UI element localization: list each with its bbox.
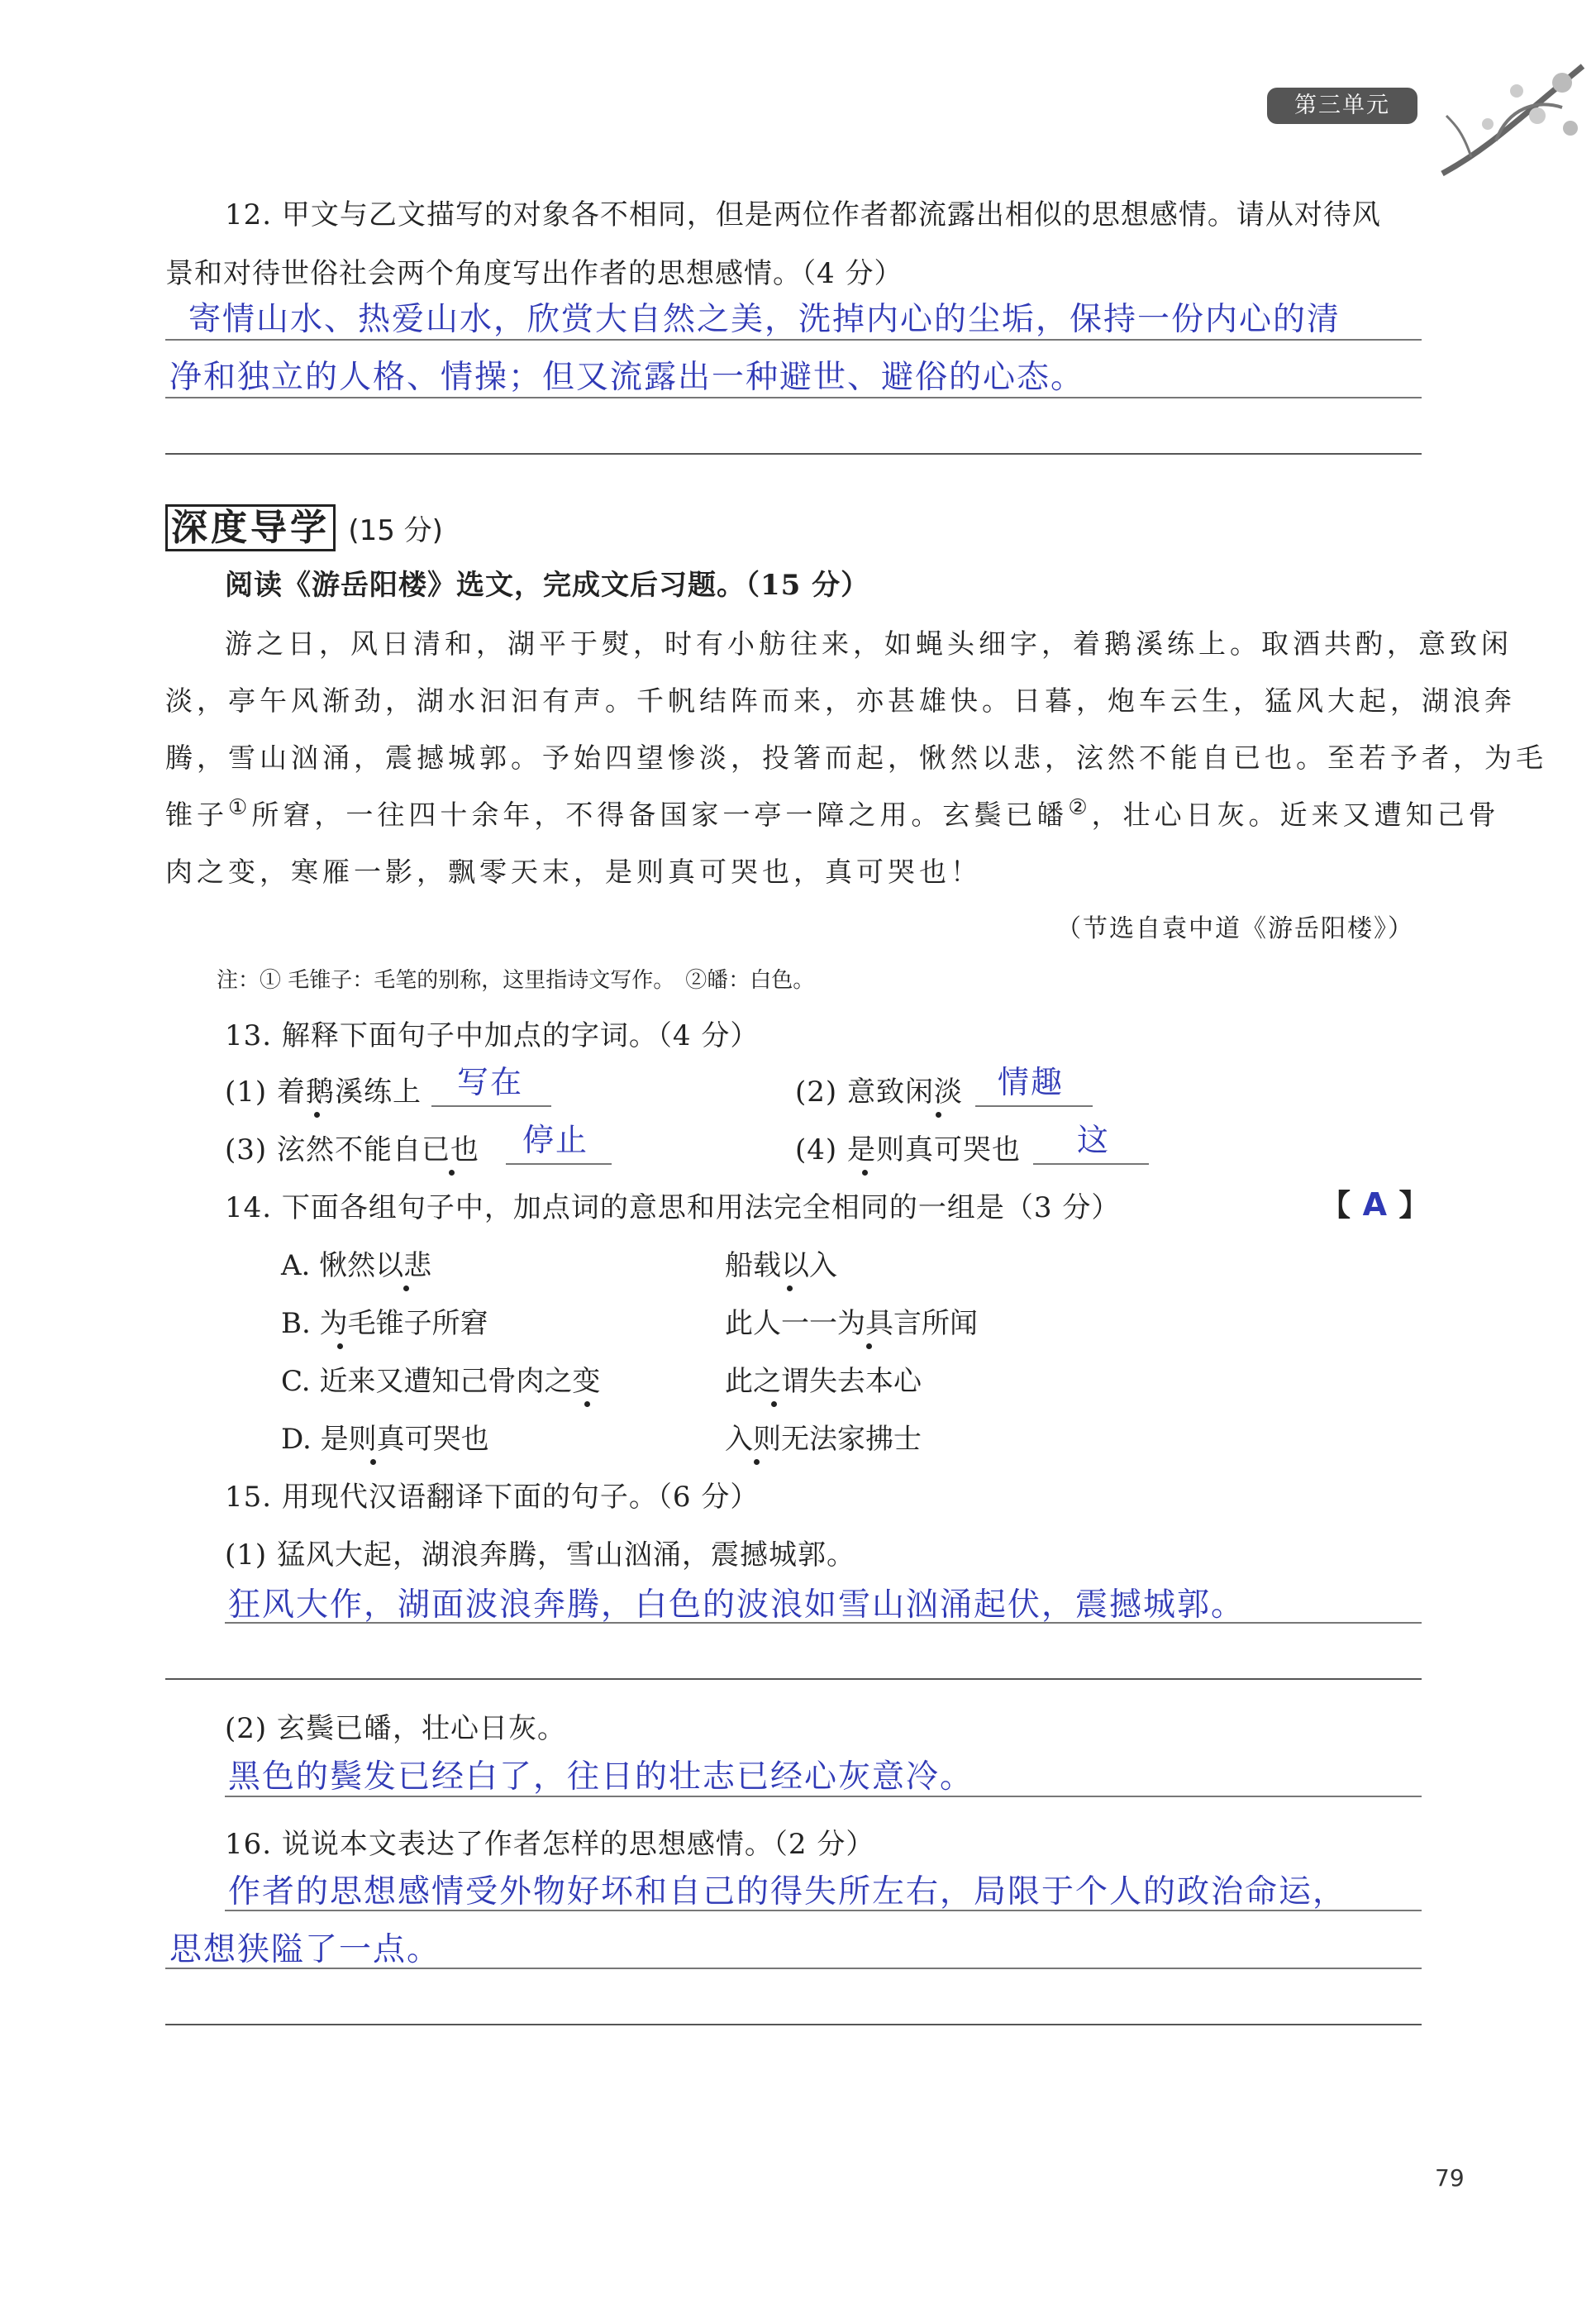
option-left: 愀然以悲	[319, 1249, 432, 1282]
option-label: B.	[281, 1307, 311, 1340]
passage-line-5: 肉之变，寒雁一影，飘零天末，是则真可哭也，真可哭也！	[165, 856, 982, 888]
answer-line	[225, 1910, 1422, 1911]
q13-item-2: (2) 意致闲淡	[795, 1076, 963, 1109]
answer-line	[225, 1622, 1422, 1624]
option-label: D.	[281, 1423, 312, 1456]
passage-text: 所窘，一往四十余年，不得备国家一亭一障之用。玄鬓已皤	[251, 799, 1069, 831]
q14-answer-bracket	[1321, 1182, 1430, 1224]
q14-option-c-right: 此之谓失去本心	[725, 1365, 922, 1398]
q14-option-d-right: 入则无法家拂士	[725, 1423, 922, 1456]
passage-line-1: 游之日，风日清和，湖平于熨，时有小舫往来，如蝇头细字，着鹅溪练上。取酒共酌，意致闲	[225, 627, 1513, 660]
q15-answer-2: 黑色的鬓发已经白了，往日的壮志已经心灰意冷。	[228, 1758, 974, 1796]
passage-notes: 注：① 毛锥子：毛笔的别称，这里指诗文写作。 ②皤：白色。	[217, 968, 815, 993]
q16-text: 16. 说说本文表达了作者怎样的思想感情。（2 分）	[225, 1828, 875, 1861]
q13-answer-2: 情趣	[998, 1064, 1065, 1100]
emphasis-dot	[337, 1343, 343, 1349]
reading-instruction: 阅读《游岳阳楼》选文，完成文后习题。（15 分）	[225, 569, 870, 602]
q12-answer-line2: 净和独立的人格、情操；但又流露出一种避世、避俗的心态。	[169, 359, 1085, 396]
answer-line	[506, 1163, 612, 1165]
unit-badge: 第三单元	[1267, 88, 1417, 124]
footnote-mark-2: ②	[1068, 795, 1092, 820]
q14-option-d	[281, 1416, 489, 1457]
answer-line	[431, 1105, 551, 1107]
q14-option-b	[281, 1300, 488, 1341]
q13-answer-3: 停止	[522, 1122, 589, 1158]
plum-branch-icon	[1438, 50, 1587, 207]
blank-line	[165, 453, 1422, 455]
answer-line	[165, 397, 1422, 398]
emphasis-dot	[754, 1459, 760, 1465]
q14-option-c	[281, 1358, 600, 1399]
emphasis-dot	[584, 1401, 590, 1407]
q13-item-1: (1) 着鹅溪练上	[225, 1076, 422, 1109]
section-title	[165, 498, 443, 551]
emphasis-dot	[403, 1286, 409, 1291]
option-label: A.	[281, 1249, 311, 1282]
page-number: 79	[1435, 2164, 1465, 2192]
q16-answer-line2: 思想狭隘了一点。	[169, 1931, 441, 1968]
answer-line	[165, 339, 1422, 341]
blank-line	[165, 1678, 1422, 1680]
passage-line-4	[165, 794, 1500, 832]
option-label: C.	[281, 1365, 311, 1398]
blank-line	[165, 2024, 1422, 2025]
q13-item-4: (4) 是则真可哭也	[795, 1133, 1021, 1166]
footnote-mark-1: ①	[228, 795, 252, 820]
emphasis-dot	[449, 1170, 455, 1176]
section-score: (15 分)	[348, 514, 443, 547]
q14-option-a-right: 船载以入	[725, 1249, 837, 1282]
q12-answer-line1: 寄情山水、热爱山水，欣赏大自然之美，洗掉内心的尘垢，保持一份内心的清	[188, 301, 1341, 338]
bracket-close: 】	[1398, 1188, 1430, 1223]
answer-line	[165, 1968, 1422, 1969]
passage-line-3: 腾，雪山汹涌，震撼城郭。予始四望惨淡，投箸而起，愀然以悲，泫然不能自已也。至若予者，为毛	[165, 742, 1547, 774]
answer-line	[225, 1796, 1422, 1797]
q13-text: 13. 解释下面句子中加点的字词。（4 分）	[225, 1019, 760, 1052]
q13-answer-4: 这	[1077, 1122, 1111, 1158]
emphasis-dot	[787, 1286, 793, 1291]
passage-text: 锥子	[165, 799, 228, 831]
answer-line	[1033, 1163, 1149, 1165]
option-left: 是则真可哭也	[320, 1423, 489, 1456]
emphasis-dot	[866, 1343, 872, 1349]
q13-item-3: (3) 泫然不能自已也	[225, 1133, 479, 1166]
q12-text-line1: 12. 甲文与乙文描写的对象各不相同，但是两位作者都流露出相似的思想感情。请从对待风	[225, 198, 1381, 231]
emphasis-dot	[314, 1112, 320, 1118]
q14-answer: A	[1362, 1186, 1388, 1223]
q14-option-a	[281, 1243, 431, 1283]
q15-answer-1: 狂风大作，湖面波浪奔腾，白色的波浪如雪山汹涌起伏，震撼城郭。	[228, 1586, 1246, 1624]
emphasis-dot	[862, 1170, 868, 1176]
q12-text-line2: 景和对待世俗社会两个角度写出作者的思想感情。（4 分）	[165, 257, 903, 290]
q15-text: 15. 用现代汉语翻译下面的句子。（6 分）	[225, 1481, 760, 1514]
section-title-text: 深度导学	[165, 504, 336, 551]
q14-text: 14. 下面各组句子中，加点词的意思和用法完全相同的一组是（3 分）	[225, 1191, 1121, 1224]
emphasis-dot	[771, 1401, 777, 1407]
q14-option-b-right: 此人一一为具言所闻	[725, 1307, 978, 1340]
passage-text: ，壮心日灰。近来又遭知己骨	[1091, 799, 1500, 831]
q13-answer-1: 写在	[457, 1064, 524, 1100]
q15-sub2: (2) 玄鬓已皤，壮心日灰。	[225, 1712, 566, 1745]
emphasis-dot	[936, 1112, 941, 1118]
answer-line	[975, 1105, 1093, 1107]
q16-answer-line1: 作者的思想感情受外物好坏和自己的得失所左右，局限于个人的政治命运，	[228, 1873, 1347, 1910]
option-left: 近来又遭知己骨肉之变	[319, 1365, 601, 1398]
bracket-open: 【	[1321, 1188, 1352, 1223]
passage-source: （节选自袁中道《游岳阳楼》）	[1056, 914, 1414, 943]
q15-sub1: (1) 猛风大起，湖浪奔腾，雪山汹涌，震撼城郭。	[225, 1538, 855, 1572]
emphasis-dot	[370, 1459, 376, 1465]
option-left: 为毛锥子所窘	[319, 1307, 488, 1340]
passage-line-2: 淡，亭午风渐劲，湖水汩汩有声。千帆结阵而来，亦甚雄快。日暮，炮车云生，猛风大起，湖浪奔	[165, 685, 1516, 717]
